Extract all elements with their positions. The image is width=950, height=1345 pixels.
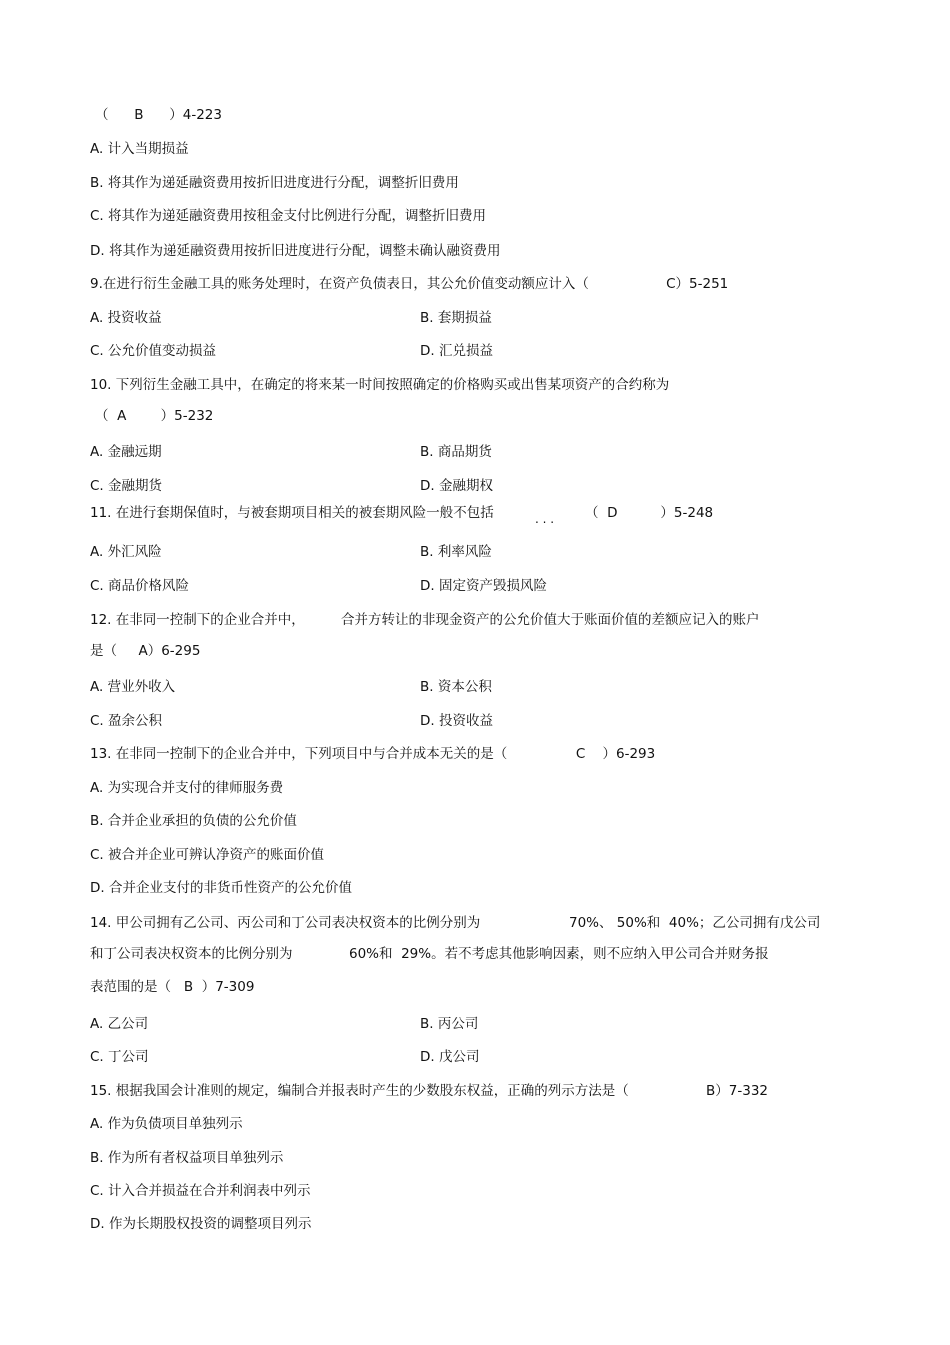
q12-stem-part2: 合并方转让的非现金资产的公允价值大于账面价值的差额应记入的账户	[341, 612, 760, 628]
q15-option-a: A. 作为负债项目单独列示	[90, 1116, 243, 1132]
q8-answer-line: （ B ）4-223	[95, 107, 222, 123]
q8-option-a: A. 计入当期损益	[90, 141, 189, 157]
q9-stem: 9.在进行衍生金融工具的账务处理时，在资产负债表日，其公允价值变动额应计入（ C）5-251	[90, 276, 729, 292]
q13-option-c: C. 被合并企业可辨认净资产的账面价值	[90, 847, 325, 863]
q13-option-b: B. 合并企业承担的负债的公允价值	[90, 813, 297, 829]
q11-option-d: D. 固定资产毁损风险	[420, 578, 547, 594]
q12-option-d: D. 投资收益	[420, 713, 493, 729]
q15-stem: 15. 根据我国会计准则的规定，编制合并报表时产生的少数股东权益，正确的列示方法是（ B）7-332	[90, 1083, 768, 1099]
q12-option-c: C. 盈余公积	[90, 713, 163, 729]
q14-line1a: 14. 甲公司拥有乙公司、丙公司和丁公司表决权资本的比例分别为	[90, 915, 481, 931]
q11-option-b: B. 利率风险	[420, 544, 492, 560]
q15-option-b: B. 作为所有者权益项目单独列示	[90, 1150, 284, 1166]
q14-option-a: A. 乙公司	[90, 1016, 149, 1032]
q15-option-c: C. 计入合并损益在合并利润表中列示	[90, 1183, 311, 1199]
q12-stem-part1: 12. 在非同一控制下的企业合并中，	[90, 612, 305, 628]
q13-stem: 13. 在非同一控制下的企业合并中，下列项目中与合并成本无关的是（ C ）6-293	[90, 746, 656, 762]
q10-option-a: A. 金融远期	[90, 444, 162, 460]
q8-option-c: C. 将其作为递延融资费用按租金支付比例进行分配，调整折旧费用	[90, 208, 487, 224]
q11-emphasis-dots: . . .	[535, 512, 555, 526]
q14-line1b: 70%、 50%和 40%；乙公司拥有戊公司	[569, 915, 821, 931]
q10-option-b: B. 商品期货	[420, 444, 492, 460]
q14-line3: 表范围的是（ B ）7-309	[90, 979, 255, 995]
q9-option-d: D. 汇兑损益	[420, 343, 493, 359]
q13-option-a: A. 为实现合并支付的律师服务费	[90, 780, 284, 796]
q11-option-c: C. 商品价格风险	[90, 578, 190, 594]
q10-stem: 10. 下列衍生金融工具中，在确定的将来某一时间按照确定的价格购买或出售某项资产的合约称为	[90, 377, 670, 393]
q12-option-b: B. 资本公积	[420, 679, 492, 695]
q15-option-d: D. 作为长期股权投资的调整项目列示	[90, 1216, 312, 1232]
q10-answer-line: （ A ）5-232	[95, 408, 214, 424]
q8-option-d: D. 将其作为递延融资费用按折旧进度进行分配，调整未确认融资费用	[90, 243, 501, 259]
q8-option-b: B. 将其作为递延融资费用按折旧进度进行分配，调整折旧费用	[90, 175, 459, 191]
q11-answer: （ D ）5-248	[585, 505, 714, 521]
q14-option-c: C. 丁公司	[90, 1049, 149, 1065]
q14-line2b: 60%和 29%。若不考虑其他影响因素，则不应纳入甲公司合并财务报	[349, 946, 769, 962]
q12-answer-line: 是（ A）6-295	[90, 643, 201, 659]
q13-option-d: D. 合并企业支付的非货币性资产的公允价值	[90, 880, 352, 896]
q11-stem: 11. 在进行套期保值时，与被套期项目相关的被套期风险一般不包括	[90, 505, 494, 521]
q10-option-d: D. 金融期权	[420, 478, 493, 494]
q9-option-a: A. 投资收益	[90, 310, 162, 326]
q10-option-c: C. 金融期货	[90, 478, 163, 494]
q9-option-c: C. 公允价值变动损益	[90, 343, 217, 359]
q14-line2a: 和丁公司表决权资本的比例分别为	[90, 946, 293, 962]
q9-option-b: B. 套期损益	[420, 310, 492, 326]
q14-option-d: D. 戊公司	[420, 1049, 480, 1065]
q12-option-a: A. 营业外收入	[90, 679, 176, 695]
q11-option-a: A. 外汇风险	[90, 544, 162, 560]
q14-option-b: B. 丙公司	[420, 1016, 479, 1032]
